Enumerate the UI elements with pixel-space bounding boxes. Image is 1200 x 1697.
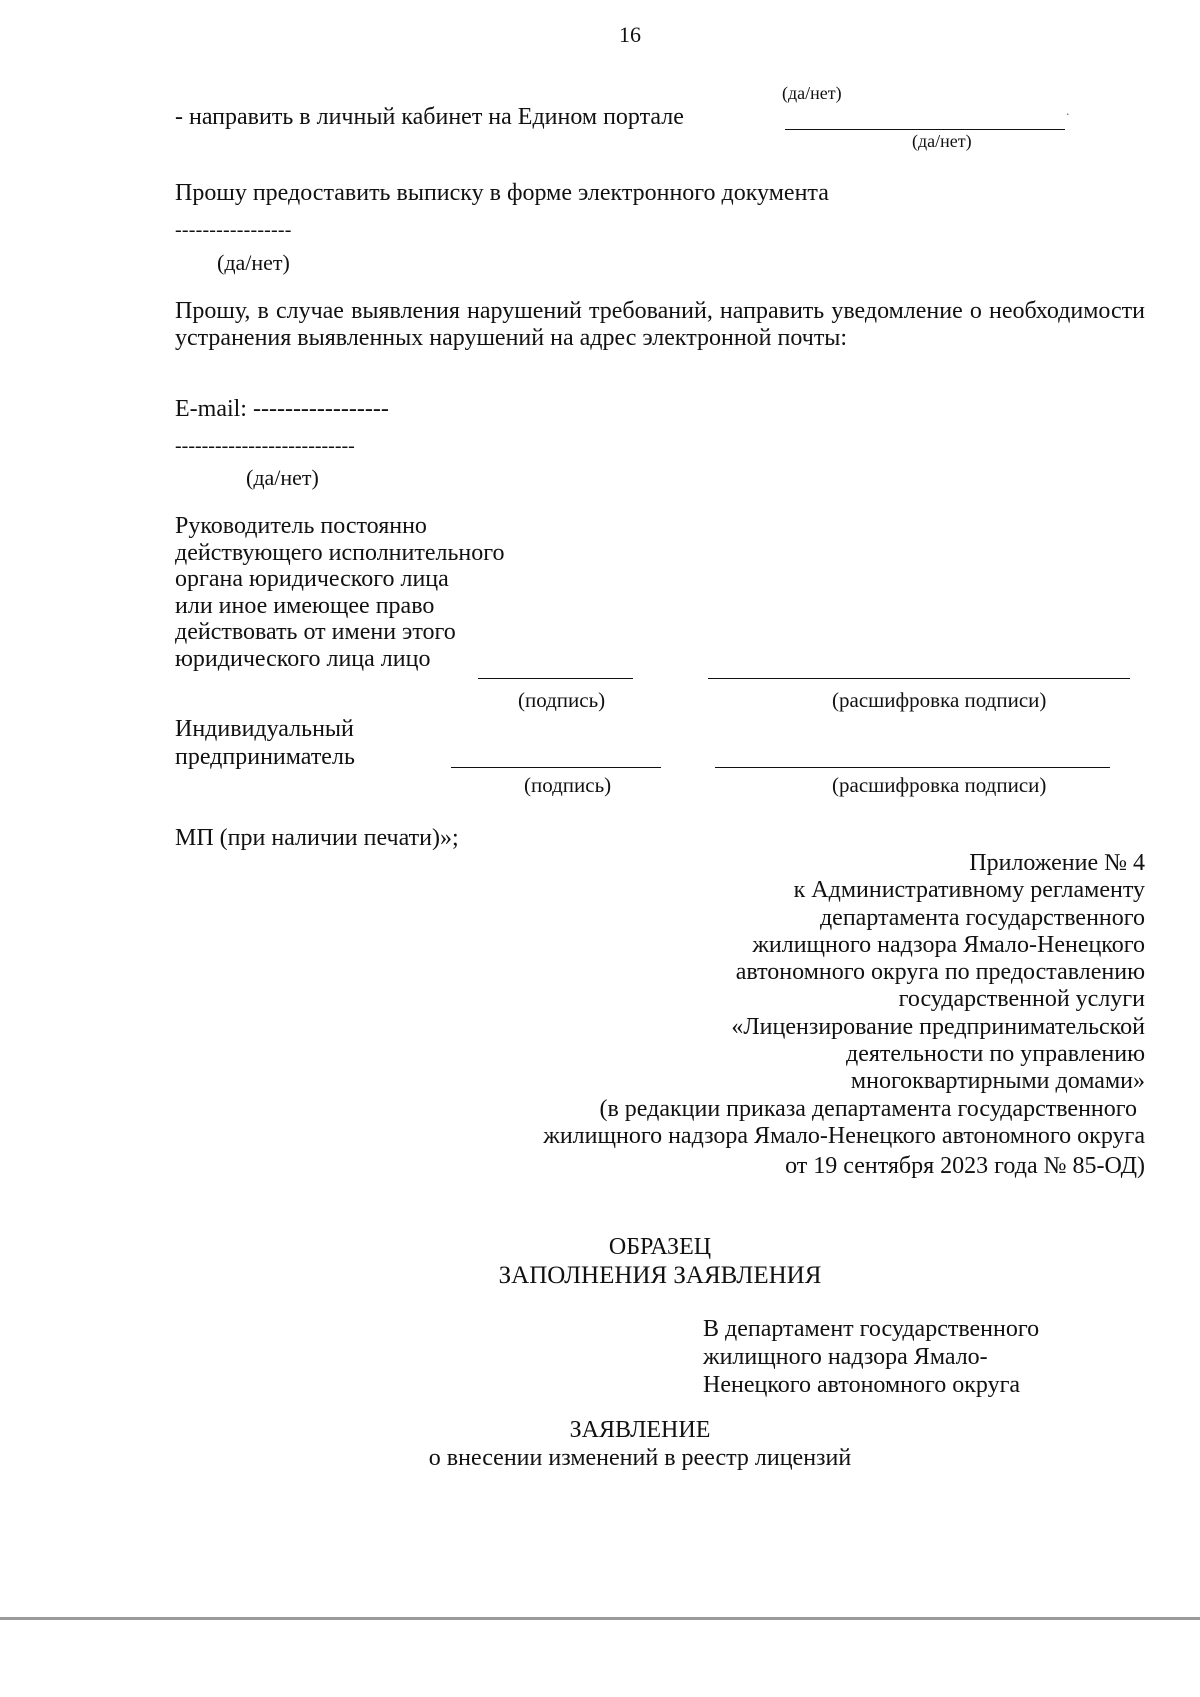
signature-line (478, 678, 633, 679)
portal-answer-line (785, 129, 1065, 130)
addressee-line: В департамент государственного (703, 1316, 1040, 1342)
appendix-line: Приложение № 4 (969, 850, 1145, 876)
portal-label: - направить в личный кабинет на Едином портале (175, 104, 684, 130)
decoding-line (708, 678, 1130, 679)
appendix-line: к Административному регламенту (793, 877, 1145, 904)
appendix-line: (в редакции приказа департамента государственного (599, 1095, 1137, 1122)
statement-title: ЗАЯВЛЕНИЕ (569, 1417, 711, 1443)
signatory-line: органа юридического лица (175, 566, 449, 592)
ip-line: предприниматель (175, 744, 355, 770)
addressee-line: Ненецкого автономного округа (703, 1372, 1021, 1398)
decoding-hint: (расшифровка подписи) (832, 688, 1047, 712)
addressee-block (703, 1315, 1039, 1399)
ip-decoding-hint: (расшифровка подписи) (832, 773, 1047, 797)
ip-title (175, 715, 355, 771)
addressee-line: жилищного надзора Ямало- (703, 1344, 988, 1370)
signatory-line: Руководитель постоянно (175, 513, 427, 539)
stamp-note: МП (при наличии печати)»; (175, 825, 459, 851)
appendix-line: жилищного надзора Ямало-Ненецкого (752, 931, 1145, 958)
signatory-line: юридического лица лицо (175, 645, 431, 672)
appendix-line: «Лицензирование предпринимательской (731, 1013, 1145, 1040)
page-number: 16 (619, 22, 641, 47)
notify-hint: (да/нет) (246, 465, 319, 490)
electronic-doc-label: Прошу предоставить выписку в форме электронного документа (175, 180, 829, 206)
electronic-doc-hint: (да/нет) (217, 250, 290, 275)
notify-paragraph: Прошу, в случае выявления нарушений требований, направить уведомление о необходимости устранения выявленных нарушений на адрес электронной почты: (175, 298, 1145, 351)
ip-decoding-line (715, 767, 1110, 768)
notify-dashes: --------------------------- (175, 435, 355, 457)
sample-title: ОБРАЗЕЦ (608, 1234, 712, 1260)
signatory-line: или иное имеющее право (175, 592, 435, 619)
appendix-line: жилищного надзора Ямало-Ненецкого автономного округа (543, 1122, 1145, 1149)
electronic-doc-dashes: ----------------- (175, 219, 292, 241)
ip-signature-line (451, 767, 661, 768)
signatory-line: действовать от имени этого (175, 619, 456, 645)
portal-hint-above: (да/нет) (782, 83, 842, 103)
ip-line: Индивидуальный (175, 716, 354, 742)
signatory-title (175, 513, 505, 672)
portal-hint-below: (да/нет) (912, 131, 972, 151)
portal-period: . (1066, 104, 1070, 119)
appendix-line: деятельности по управлению (846, 1041, 1145, 1068)
signatory-line: действующего исполнительного (175, 539, 505, 566)
signature-hint: (подпись) (518, 688, 606, 712)
appendix-line: департамента государственного (819, 904, 1145, 931)
sample-subtitle: ЗАПОЛНЕНИЯ ЗАЯВЛЕНИЯ (498, 1262, 822, 1289)
appendix-line: государственной услуги (898, 986, 1145, 1013)
email-label: E-mail: ----------------- (175, 396, 389, 422)
page-bottom-rule (0, 1617, 1200, 1620)
appendix-line: от 19 сентября 2023 года № 85-ОД) (785, 1153, 1145, 1180)
statement-subtitle: о внесении изменений в реестр лицензий (428, 1445, 852, 1471)
ip-signature-hint: (подпись) (524, 773, 612, 797)
appendix-line: многоквартирными домами» (850, 1068, 1145, 1095)
appendix-heading (543, 850, 1145, 1181)
appendix-line: автономного округа по предоставлению (735, 959, 1145, 986)
